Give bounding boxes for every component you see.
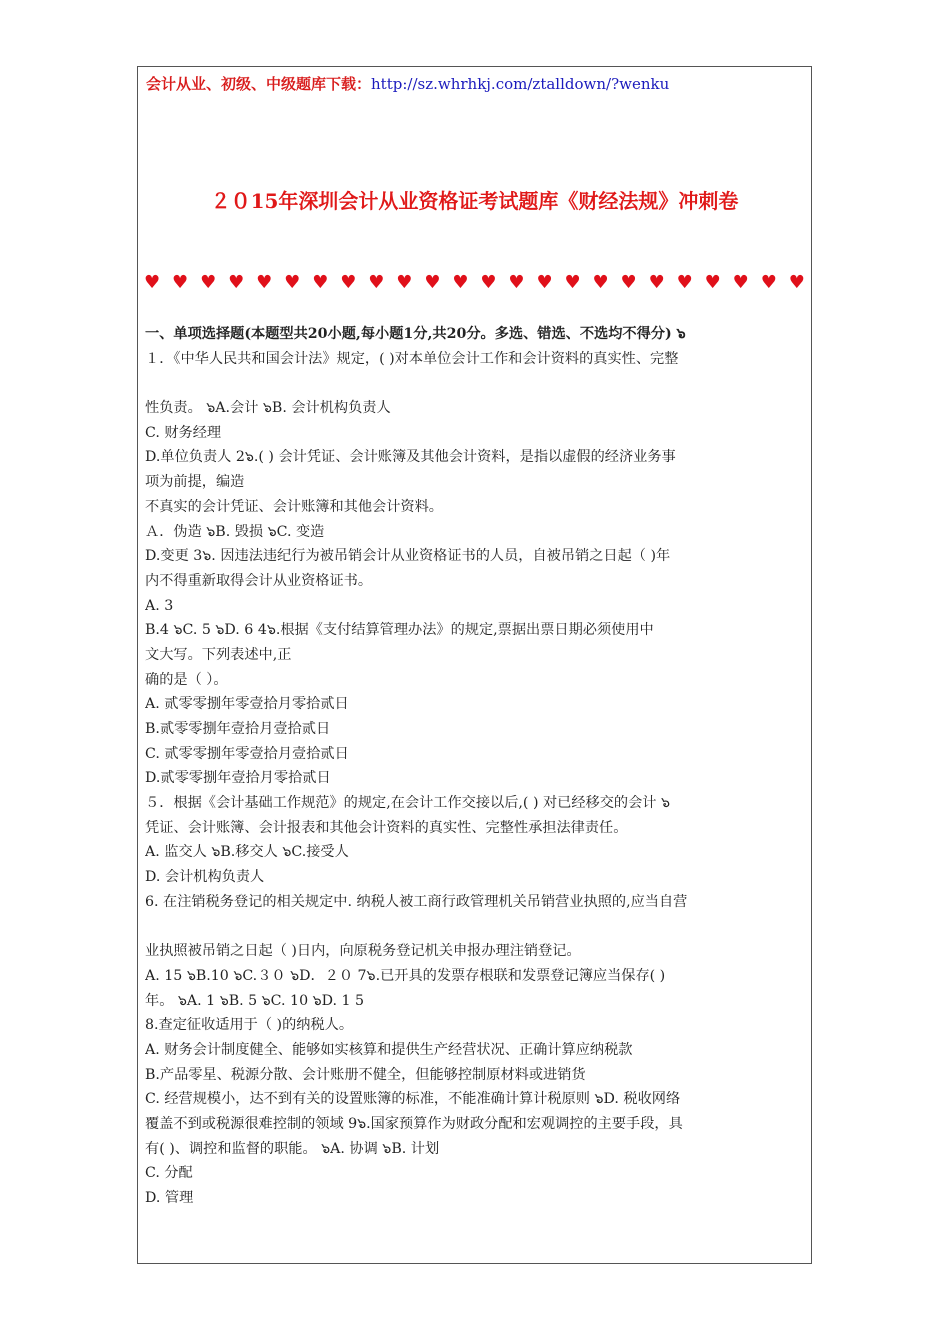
text-line: C. 财务经理 (145, 424, 222, 441)
text-line: 覆盖不到或税源很难控制的领域 9๖.国家预算作为财政分配和宏观调控的主要手段，具 (145, 1116, 683, 1132)
heart-icon: ♥ (760, 272, 777, 293)
text-line: C. 贰零零捌年零壹拾月壹拾贰日 (145, 745, 349, 762)
document-frame (137, 66, 812, 1264)
heart-icon: ♥ (424, 272, 441, 293)
text-line: 项为前提，编造 (145, 474, 245, 491)
text-line: D.单位负责人 2๖.( ) 会计凭证、会计账簿及其他会计资料，是指以虚假的经济业务事 (145, 449, 676, 466)
heart-icon: ♥ (340, 272, 357, 293)
document-title: ２０15年深圳会计从业资格证考试题库《财经法规》冲刺卷 (210, 189, 739, 213)
heart-icon: ♥ (284, 272, 301, 293)
heart-divider (144, 273, 805, 293)
text-line: A. 15 ๖B.10 ๖C.３０ ๖D．２０ 7๖.已开具的发票存根联和发票登记簿应当保存( ) (145, 967, 666, 984)
text-line: A. 财务会计制度健全、能够如实核算和提供生产经营状况、正确计算应纳税款 (145, 1041, 633, 1058)
text-line: １．《中华人民共和国会计法》规定，( )对本单位会计工作和会计资料的真实性、完整 (145, 350, 679, 367)
text-line: 凭证、会计账簿、会计报表和其他会计资料的真实性、完整性承担法律责任。 (145, 819, 628, 836)
heart-icon: ♥ (648, 272, 665, 293)
heart-icon: ♥ (732, 272, 749, 293)
text-line: B.4 ๖C. 5 ๖D. 6 4๖.根据《支付结算管理办法》的规定,票据出票日期必须使用中 (145, 622, 654, 639)
heart-icon: ♥ (676, 272, 693, 293)
heart-icon: ♥ (704, 272, 721, 293)
heart-icon: ♥ (228, 272, 245, 293)
text-line: B.产品零星、税源分散、会计账册不健全，但能够控制原材料或进销货 (145, 1066, 586, 1083)
text-line: 性负责。 ๖A.会计 ๖B. 会计机构负责人 (145, 400, 391, 417)
text-line: B.贰零零捌年壹拾月壹拾贰日 (145, 721, 331, 737)
text-line: ５．根据《会计基础工作规范》的规定,在会计工作交接以后,( ) 对已经移交的会计 ๖ (145, 795, 671, 812)
heart-icon: ♥ (564, 272, 581, 293)
text-line: 确的是（ ）。 (145, 671, 228, 688)
text-line: 有( )、调控和监督的职能。 ๖A. 协调 ๖B. 计划 (145, 1140, 440, 1157)
blank-line (145, 371, 801, 396)
text-line: 不真实的会计凭证、会计账簿和其他会计资料。 (145, 498, 443, 515)
text-line: C. 经营规模小，达不到有关的设置账簿的标准，不能准确计算计税原则 ๖D. 税收网络 (145, 1091, 681, 1108)
text-line: D.变更 3๖. 因违法违纪行为被吊销会计从业资格证书的人员，自被吊销之日起（ )年 (145, 548, 671, 565)
text-line: D. 会计机构负责人 (145, 869, 265, 886)
heart-icon: ♥ (536, 272, 553, 293)
download-banner (146, 73, 669, 94)
banner-label: 会计从业、初级、中级题库下载： (146, 75, 372, 93)
heart-icon: ♥ (256, 272, 273, 293)
text-line: 文大写。下列表述中,正 (145, 646, 292, 663)
text-line: D.贰零零捌年壹拾月零拾贰日 (145, 770, 331, 787)
text-line: A. 3 (145, 597, 174, 614)
text-line: 内不得重新取得会计从业资格证书。 (145, 572, 373, 589)
text-line: 8.查定征收适用于（ )的纳税人。 (145, 1017, 354, 1034)
heart-icon: ♥ (144, 272, 161, 293)
text-line: A. 贰零零捌年零壹拾月零拾贰日 (145, 696, 349, 713)
text-line: Ａ．伪造 ๖B. 毁损 ๖C. 变造 (145, 523, 325, 540)
heart-icon: ♥ (788, 272, 805, 293)
heart-icon: ♥ (396, 272, 413, 293)
banner-link[interactable]: http://sz.whrhkj.com/ztalldown/?wenku (371, 75, 670, 93)
heart-icon: ♥ (368, 272, 385, 293)
text-line: 业执照被吊销之日起（ )日内，向原税务登记机关申报办理注销登记。 (145, 943, 581, 960)
heart-icon: ♥ (620, 272, 637, 293)
heart-icon: ♥ (508, 272, 525, 293)
heart-icon: ♥ (200, 272, 217, 293)
heart-icon: ♥ (312, 272, 329, 293)
text-line: 年。 ๖A. 1 ๖B. 5 ๖C. 10 ๖D. 1 5 (145, 992, 365, 1009)
section-heading: 一、单项选择题(本题型共20小题,每小题1分,共20分。多选、错选、不选均不得分) ๖ (145, 326, 686, 342)
blank-line (145, 915, 801, 940)
heart-icon: ♥ (172, 272, 189, 293)
text-line: A. 监交人 ๖B.移交人 ๖C.接受人 (145, 844, 349, 861)
heart-icon: ♥ (592, 272, 609, 293)
text-line: D. 管理 (145, 1190, 194, 1207)
heart-icon: ♥ (480, 272, 497, 293)
text-line: 6. 在注销税务登记的相关规定中. 纳税人被工商行政管理机关吊销营业执照的,应当自营 (145, 893, 688, 910)
text-line: C. 分配 (145, 1165, 193, 1182)
heart-icon: ♥ (452, 272, 469, 293)
question-body (145, 322, 801, 1211)
